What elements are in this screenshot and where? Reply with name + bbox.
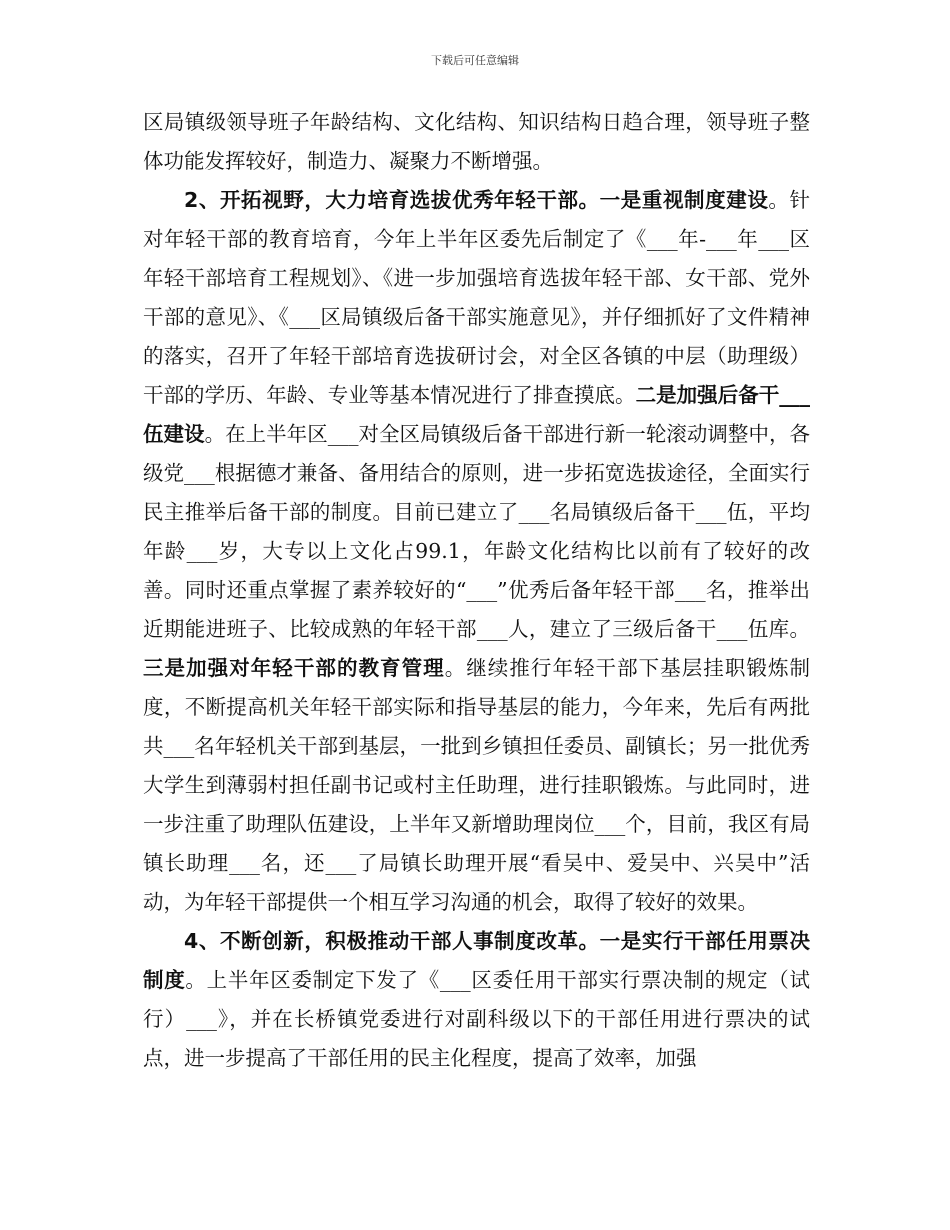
section-heading: 4、不断创新，积极推动干部人事制度改革。: [184, 929, 600, 953]
section-heading: 2、开拓视野，大力培育选拔优秀年轻干部。: [184, 188, 600, 212]
paragraph-text: 区局镇级领导班子年龄结构、文化结构、知识结构日趋合理，领导班子整体功能发挥较好，制造力、凝聚力不断增强。: [143, 110, 810, 173]
paragraph-2: [143, 181, 810, 922]
bold-point-1: 一是重视制度建设: [599, 188, 769, 212]
document-body: [143, 103, 810, 1078]
bold-point-1: 一是实行干部任用票决制度: [143, 929, 811, 992]
paragraph-3: [143, 922, 810, 1078]
paragraph-text: 。在上半年区___对全区局镇级后备干部进行新一轮滚动调整中，各级党___根据德才兼备、备用结合的原则，进一步拓宽选拔途径，全面实行民主推举后备干部的制度。目前已建立了___名局镇级后备干___伍，平均年龄___岁，大专以上文化占99.1，年龄文化结构比以前有了较好的改善。同时还重点掌握了素养较好的“___”优秀后备年轻干部___名，推举出近期能进班子、比较成熟的年轻干部___人，建立了三级后备干___伍库。: [143, 422, 811, 641]
bold-point-3: 三是加强对年轻干部的教育管理: [143, 656, 445, 680]
paragraph-1: [143, 103, 810, 181]
paragraph-text: 。针对年轻干部的教育培育，今年上半年区委先后制定了《___年-___年___区年轻干部培育工程规划》、《进一步加强培育选拔年轻干部、女干部、党外干部的意见》、《___区局镇级后备干部实施意见》，并仔细抓好了文件精神的落实，召开了年轻干部培育选拔研讨会，对全区各镇的中层（助理级）干部的学历、年龄、专业等基本情况进行了排查摸底。: [143, 188, 811, 407]
page-header: 下载后可任意编辑: [431, 54, 519, 67]
bold-point-2: 二是加强后备干___伍建设: [143, 383, 811, 446]
paragraph-text: 。继续推行年轻干部下基层挂职锻炼制度，不断提高机关年轻干部实际和指导基层的能力，今年来，先后有两批共___名年轻机关干部到基层，一批到乡镇担任委员、副镇长；另一批优秀大学生到薄弱村担任副书记或村主任助理，进行挂职锻炼。与此同时，进一步注重了助理队伍建设，上半年又新增助理岗位___个，目前，我区有局镇长助理___名，还___了局镇长助理开展“看吴中、爱吴中、兴吴中”活动，为年轻干部提供一个相互学习沟通的机会，取得了较好的效果。: [143, 656, 811, 914]
paragraph-text: 。上半年区委制定下发了《___区委任用干部实行票决制的规定（试行）___》，并在长桥镇党委进行对副科级以下的干部任用进行票决的试点，进一步提高了干部任用的民主化程度，提高了效率，加强: [143, 968, 811, 1070]
